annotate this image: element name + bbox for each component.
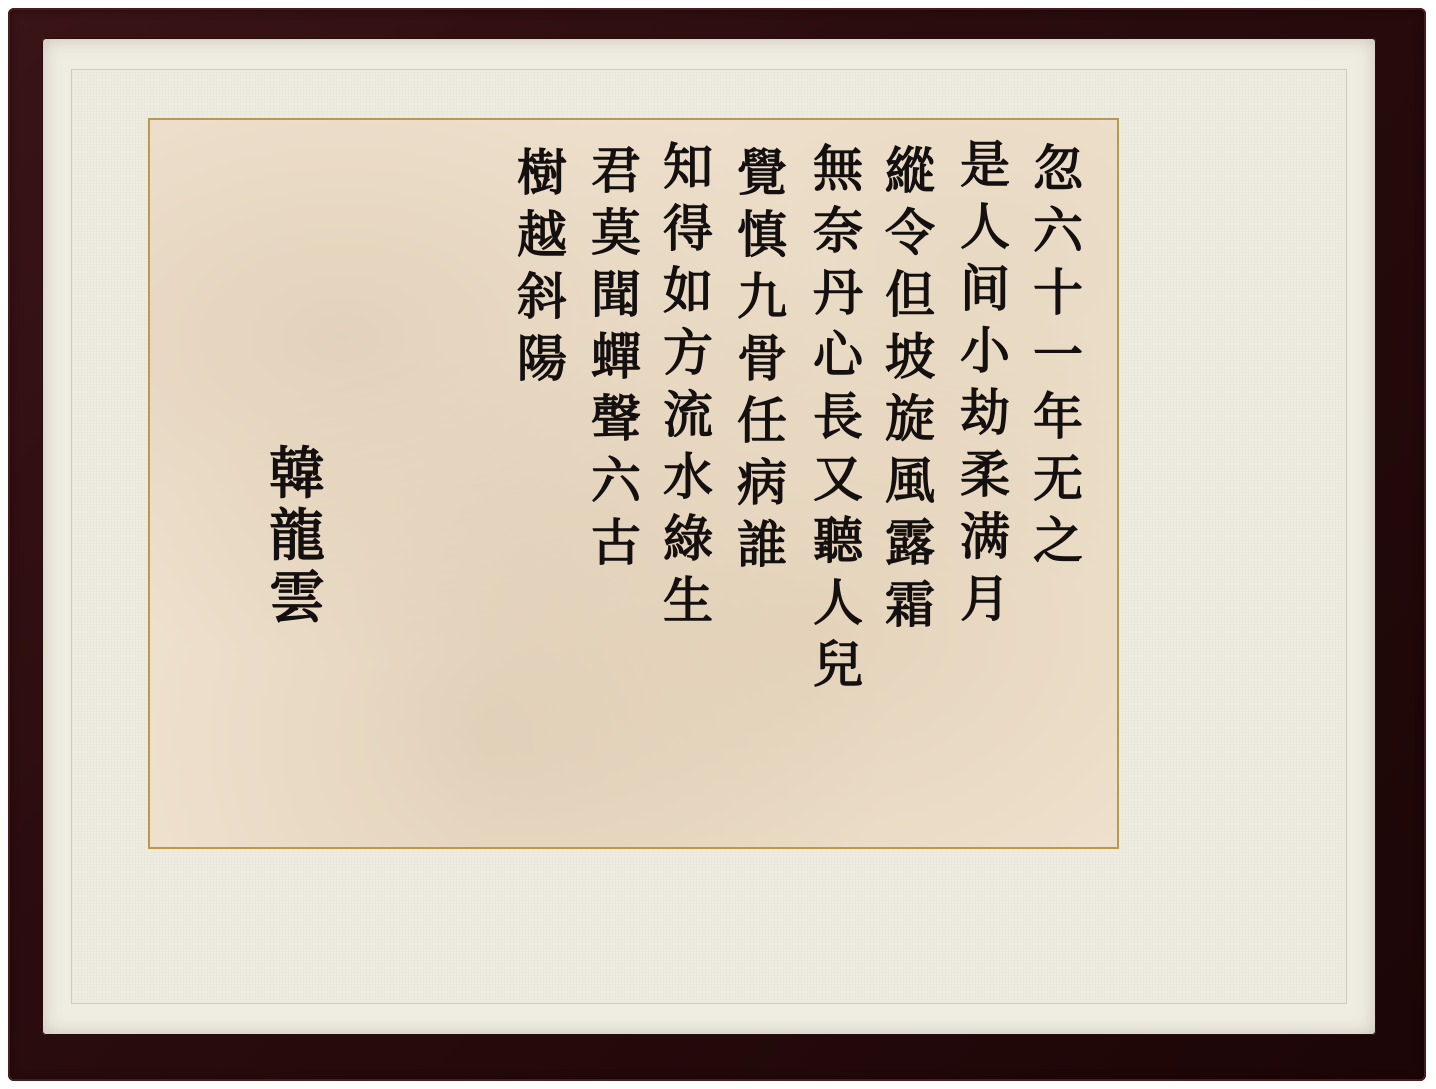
calligraphy-character: 之: [1033, 511, 1083, 570]
calligraphy-character: 满: [960, 507, 1010, 566]
calligraphy-character: 月: [960, 569, 1010, 628]
calligraphy-character: 韓: [269, 441, 325, 507]
calligraphy-character: 莫: [591, 203, 641, 262]
calligraphy-character: 雲: [269, 565, 325, 631]
calligraphy-character: 柔: [960, 445, 1010, 504]
calligraphy-character: 奈: [813, 201, 863, 260]
calligraphy-character: 是: [960, 135, 1010, 194]
calligraphy-character: 樹: [517, 143, 567, 202]
calligraphy-character: 得: [663, 199, 713, 258]
calligraphy-character: 長: [813, 387, 863, 446]
calligraphy-character: 令: [885, 203, 935, 262]
calligraphy-character: 聞: [591, 265, 641, 324]
calligraphy-character: 流: [663, 385, 713, 444]
calligraphy-character: 生: [663, 571, 713, 630]
calligraphy-character: 水: [663, 447, 713, 506]
calligraphy-column-4: [808, 138, 868, 696]
calligraphy-character: 一: [1033, 325, 1083, 384]
calligraphy-character: 風: [885, 451, 935, 510]
calligraphy-character: 斜: [517, 267, 567, 326]
calligraphy-character: 坡: [885, 327, 935, 386]
calligraphy-character: 無: [813, 139, 863, 198]
calligraphy-character: 小: [960, 321, 1010, 380]
calligraphy-character: 綠: [663, 509, 713, 568]
calligraphy-character: 聲: [591, 389, 641, 448]
calligraphy-character: 任: [737, 391, 787, 450]
calligraphy-column-1: [1028, 138, 1088, 572]
calligraphy-character: 如: [663, 261, 713, 320]
calligraphy-character: 旋: [885, 389, 935, 448]
calligraphy-character: 誰: [737, 515, 787, 574]
calligraphy-character: 人: [813, 573, 863, 632]
calligraphy-character: 露: [885, 513, 935, 572]
calligraphy-character: 君: [591, 141, 641, 200]
calligraphy-character: 无: [1033, 449, 1083, 508]
calligraphy-character: 慎: [737, 205, 787, 264]
calligraphy-character: 陽: [517, 329, 567, 388]
calligraphy-character: 知: [663, 137, 713, 196]
calligraphy-character: 古: [591, 513, 641, 572]
calligraphy-paper: [148, 118, 1119, 849]
calligraphy-character: 间: [960, 259, 1010, 318]
calligraphy-character: 方: [663, 323, 713, 382]
calligraphy-character: 又: [813, 449, 863, 508]
calligraphy-column-7: [586, 140, 646, 574]
calligraphy-character: 劫: [960, 383, 1010, 442]
calligraphy-character: 病: [737, 453, 787, 512]
calligraphy-character: 霜: [885, 575, 935, 634]
calligraphy-character: 越: [517, 205, 567, 264]
calligraphy-column-5: [732, 142, 792, 576]
calligraphy-column-6: [658, 136, 718, 632]
calligraphy-character: 但: [885, 265, 935, 324]
calligraphy-character: 聽: [813, 511, 863, 570]
calligraphy-character: 人: [960, 197, 1010, 256]
calligraphy-character: 六: [1033, 201, 1083, 260]
calligraphy-character: 年: [1033, 387, 1083, 446]
calligraphy-column-2: [955, 134, 1015, 630]
calligraphy-character: 心: [813, 325, 863, 384]
calligraphy-column-8: [512, 142, 572, 390]
calligraphy-character: 骨: [737, 329, 787, 388]
calligraphy-character: 覺: [737, 143, 787, 202]
calligraphy-character: 兒: [813, 635, 863, 694]
artist-signature: [262, 438, 332, 631]
calligraphy-character: 蟬: [591, 327, 641, 386]
calligraphy-character: 龍: [269, 503, 325, 569]
calligraphy-character: 丹: [813, 263, 863, 322]
calligraphy-character: 六: [591, 451, 641, 510]
calligraphy-character: 九: [737, 267, 787, 326]
calligraphy-character: 縱: [885, 141, 935, 200]
calligraphy-column-3: [880, 140, 940, 636]
calligraphy-character: 忽: [1033, 139, 1083, 198]
calligraphy-character: 十: [1033, 263, 1083, 322]
